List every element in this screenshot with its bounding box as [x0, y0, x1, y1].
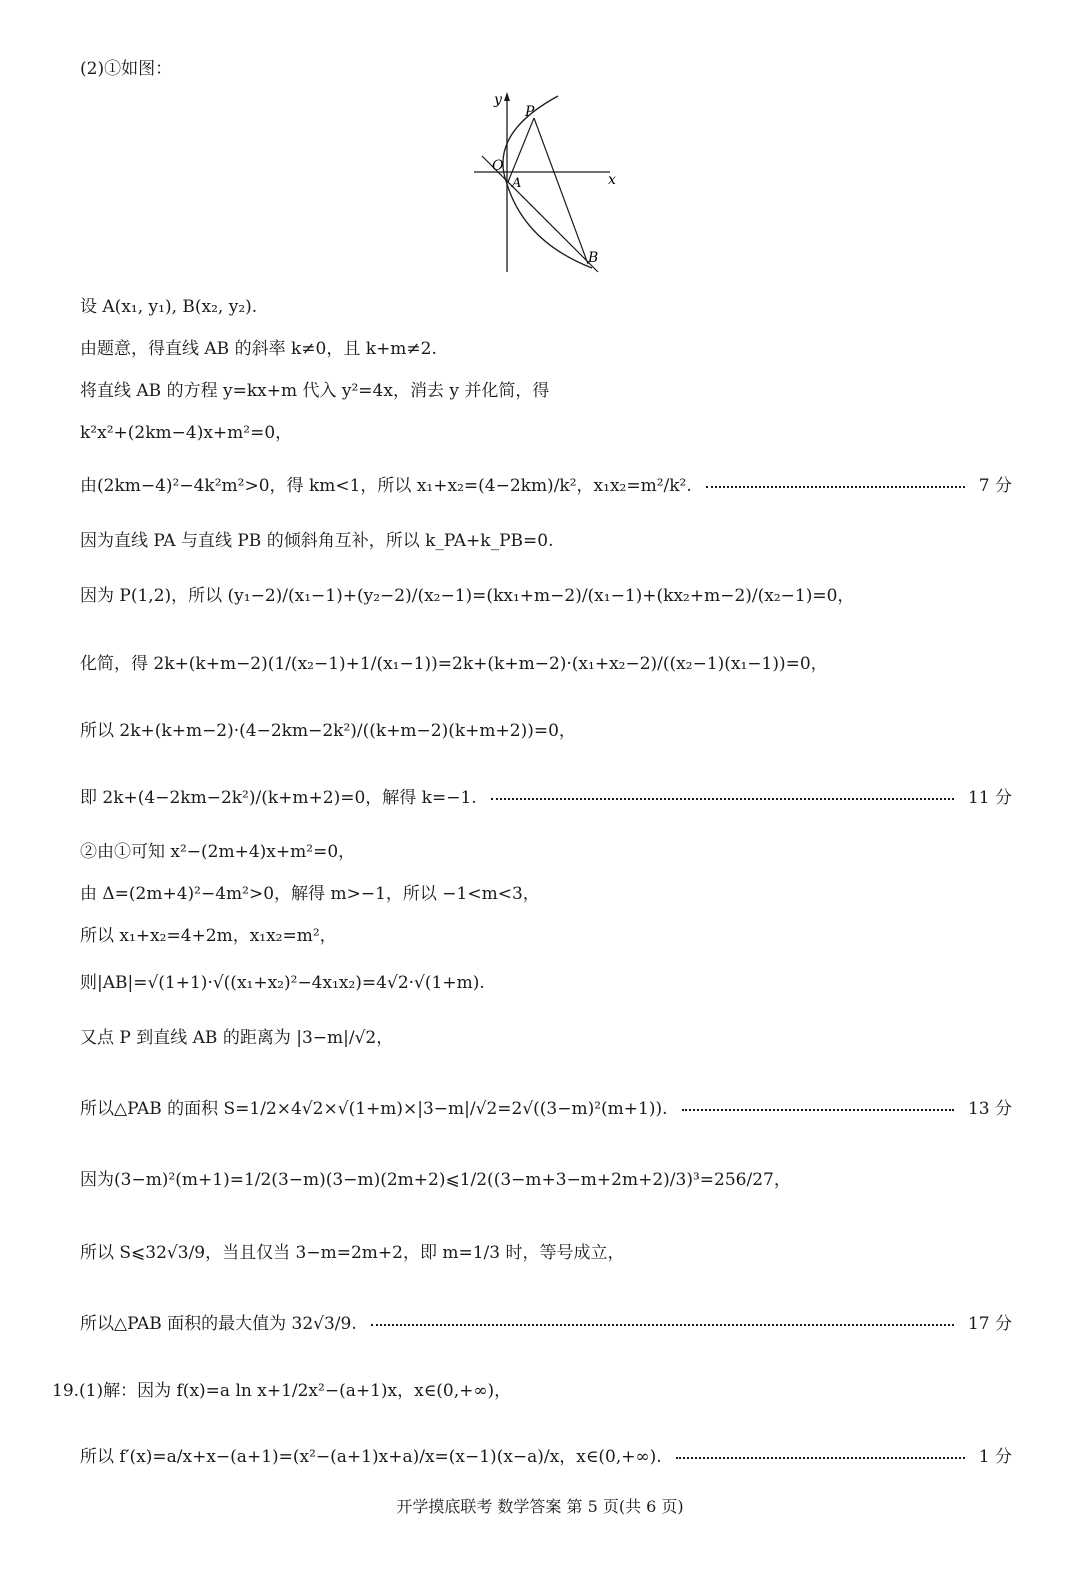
line-text: 又点 P 到直线 AB 的距离为 |3−m|/√2，	[80, 1028, 394, 1048]
line-text: ②由①可知 x²−(2m+4)x+m²=0，	[80, 842, 356, 862]
dot-leader	[676, 1457, 965, 1459]
line-text: 所以 x₁+x₂=4+2m，x₁x₂=m²，	[80, 926, 337, 946]
text-line	[80, 1094, 1012, 1119]
line-text: 由 Δ=(2m+4)²−4m²>0，解得 m>−1，所以 −1<m<3，	[80, 884, 540, 904]
label-x: x	[608, 172, 616, 188]
text-line	[80, 54, 1012, 79]
line-text: 所以△PAB 面积的最大值为 32√3/9.	[80, 1314, 357, 1334]
text-line	[80, 837, 1012, 862]
dot-leader	[371, 1324, 954, 1326]
text-line	[80, 1023, 1012, 1048]
line-text: 因为(3−m)²(m+1)=1/2(3−m)(3−m)(2m+2)⩽1/2((3−m+3−m+2m+2)/3)³=256/27，	[80, 1170, 791, 1190]
line-text: 因为直线 PA 与直线 PB 的倾斜角互补，所以 k_PA+k_PB=0.	[80, 531, 554, 551]
text-line	[80, 526, 1012, 551]
text-line	[80, 716, 1012, 741]
line-text: 则|AB|=√(1+1)·√((x₁+x₂)²−4x₁x₂)=4√2·√(1+m).	[80, 973, 485, 993]
dot-leader	[491, 798, 954, 800]
score-label: 13 分	[967, 1099, 1012, 1119]
text-line	[80, 1238, 1012, 1263]
score-label: 1 分	[978, 1447, 1012, 1467]
segment-PB	[534, 118, 588, 264]
line-text: (2)①如图：	[80, 59, 173, 79]
label-y: y	[494, 92, 502, 108]
score-label: 7 分	[978, 476, 1012, 496]
line-text: 设 A(x₁, y₁), B(x₂, y₂).	[80, 297, 258, 317]
score-label: 17 分	[967, 1314, 1012, 1334]
parabola-figure	[470, 86, 630, 276]
text-line	[80, 879, 1012, 904]
y-axis-arrow	[504, 92, 510, 101]
text-line	[80, 418, 1012, 443]
line-text: 所以 f′(x)=a/x+x−(a+1)=(x²−(a+1)x+a)/x=(x−1)(x−a)/x，x∈(0,+∞).	[80, 1447, 662, 1467]
line-text: 因为 P(1,2)，所以 (y₁−2)/(x₁−1)+(y₂−2)/(x₂−1)=(kx₁+m−2)/(x₁−1)+(kx₂+m−2)/(x₂−1)=0，	[80, 586, 855, 606]
line-text: 化简，得 2k+(k+m−2)(1/(x₂−1)+1/(x₁−1))=2k+(k+m−2)·(x₁+x₂−2)/((x₂−1)(x₁−1))=0，	[80, 654, 828, 674]
text-line	[80, 471, 1012, 496]
dot-leader	[682, 1109, 954, 1111]
line-text: 19.(1)解：因为 f(x)=a ln x+1/2x²−(a+1)x，x∈(0,+∞)，	[52, 1381, 512, 1401]
line-text: 所以 2k+(k+m−2)·(4−2km−2k²)/((k+m−2)(k+m+2))=0，	[80, 721, 576, 741]
text-line	[80, 334, 1012, 359]
line-text: 所以△PAB 的面积 S=1/2×4√2×√(1+m)×|3−m|/√2=2√((3−m)²(m+1)).	[80, 1099, 668, 1119]
label-A: A	[512, 176, 522, 191]
text-line	[52, 1376, 1012, 1401]
text-line	[80, 292, 1012, 317]
text-line	[80, 581, 1012, 606]
line-text: k²x²+(2km−4)x+m²=0，	[80, 423, 293, 443]
page-footer: 开学摸底联考 数学答案 第 5 页(共 6 页)	[396, 1497, 684, 1516]
text-line	[80, 783, 1012, 808]
score-label: 11 分	[967, 788, 1012, 808]
line-text: 所以 S⩽32√3/9，当且仅当 3−m=2m+2，即 m=1/3 时，等号成立，	[80, 1243, 625, 1263]
text-line	[80, 1442, 1012, 1467]
line-text: 由题意，得直线 AB 的斜率 k≠0，且 k+m≠2.	[80, 339, 437, 359]
text-line	[80, 649, 1012, 674]
text-line	[80, 921, 1012, 946]
text-line	[80, 376, 1012, 401]
text-line	[80, 1165, 1012, 1190]
label-B: B	[588, 250, 599, 266]
text-line	[80, 1309, 1012, 1334]
label-P: P	[525, 104, 535, 120]
line-text: 即 2k+(4−2km−2k²)/(k+m+2)=0，解得 k=−1.	[80, 788, 477, 808]
line-text: 由(2km−4)²−4k²m²>0，得 km<1，所以 x₁+x₂=(4−2km)/k²，x₁x₂=m²/k².	[80, 476, 692, 496]
line-text: 将直线 AB 的方程 y=kx+m 代入 y²=4x，消去 y 并化简，得	[80, 381, 550, 401]
text-line	[80, 968, 1012, 993]
dot-leader	[706, 486, 965, 488]
label-O: O	[492, 158, 504, 174]
